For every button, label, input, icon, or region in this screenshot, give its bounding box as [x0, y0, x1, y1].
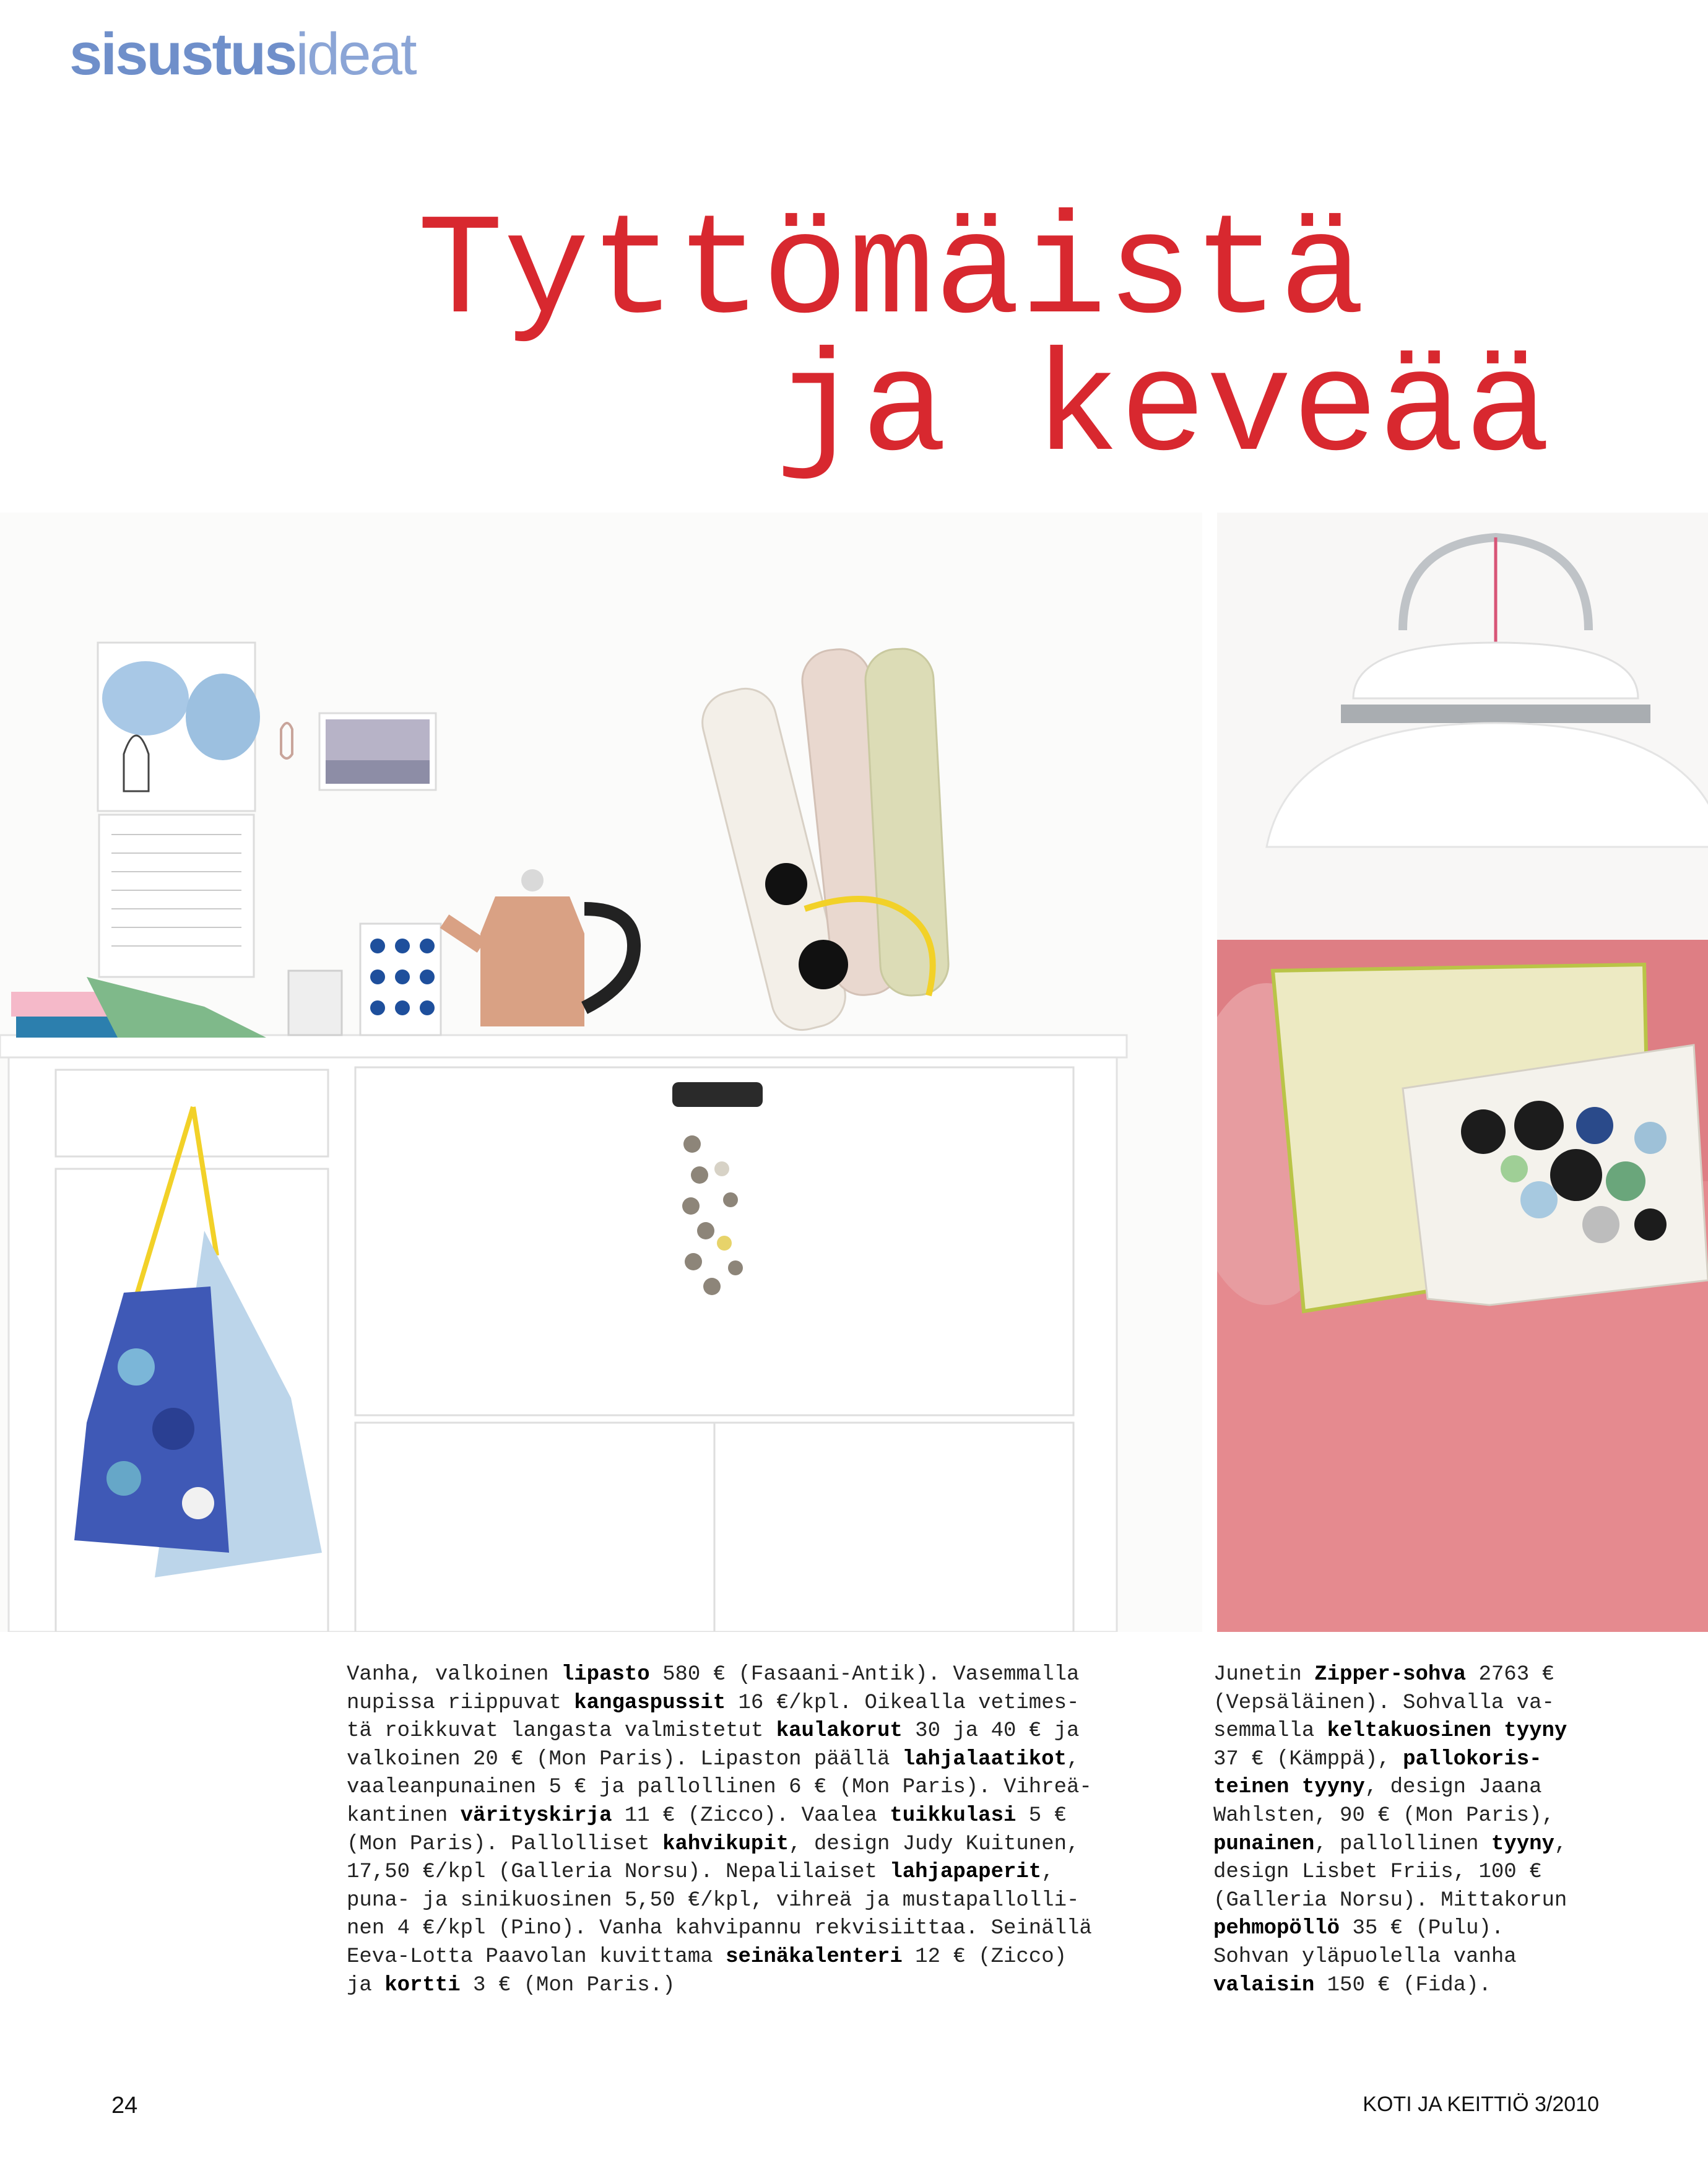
- caption-bold-term: tyyny: [1491, 1832, 1554, 1856]
- caption-text: (Galleria Norsu). Mittakorun: [1213, 1888, 1567, 1912]
- caption-line: [1213, 1774, 1567, 1802]
- headline-line-2: ja keveää: [775, 329, 1551, 492]
- section-label-light: ideat: [295, 21, 415, 87]
- caption-text: semmalla: [1213, 1719, 1327, 1743]
- caption-bold-term: värityskirja: [460, 1803, 612, 1828]
- caption-line: [347, 1915, 1092, 1943]
- caption-bold-term: kaulakorut: [776, 1719, 903, 1743]
- wall-calendar: [98, 643, 260, 977]
- caption-line: [1213, 1661, 1567, 1689]
- caption-bold-term: pehmopöllö: [1213, 1917, 1340, 1941]
- caption-text: tä roikkuvat langasta valmistetut: [347, 1719, 776, 1743]
- headline-line-1: Tyttömäistä: [417, 192, 1366, 355]
- caption-text: , design Jaana: [1364, 1776, 1542, 1800]
- caption-text: Eeva-Lotta Paavolan kuvittama: [347, 1945, 726, 1969]
- caption-line: [347, 1717, 1092, 1746]
- caption-text: 5 €: [1016, 1803, 1067, 1828]
- caption-bold-term: kortti: [384, 1973, 461, 1997]
- caption-text: 30 ja 40 € ja: [902, 1719, 1080, 1743]
- caption-text: (Vepsäläinen). Sohvalla va-: [1213, 1691, 1554, 1715]
- caption-bold-term: pallokoris-: [1403, 1747, 1542, 1771]
- photo-dresser-illustration: [0, 513, 1202, 1632]
- caption-bold-term: tuikkulasi: [890, 1803, 1017, 1828]
- caption-text: 17,50 €/kpl (Galleria Norsu). Nepalilaiset: [347, 1860, 890, 1885]
- caption-line: [1213, 1972, 1567, 2000]
- caption-text: nen 4 €/kpl (Pino). Vanha kahvipannu rekvisiittaa. Seinällä: [347, 1917, 1092, 1941]
- caption-text: ,: [1067, 1747, 1080, 1771]
- dotted-cushion: [1403, 1045, 1708, 1305]
- caption-line: [1213, 1943, 1567, 1972]
- caption-text: nupissa riippuvat: [347, 1691, 574, 1715]
- caption-right: [1213, 1661, 1567, 2000]
- caption-text: 12 € (Zicco): [902, 1945, 1067, 1969]
- caption-line: [347, 1689, 1092, 1718]
- caption-line: [1213, 1802, 1567, 1831]
- caption-text: puna- ja sinikuosinen 5,50 €/kpl, vihreä ja mustapallolli-: [347, 1888, 1080, 1912]
- keyhole-plate: [672, 1082, 763, 1107]
- caption-line: [1213, 1831, 1567, 1859]
- caption-text: Vanha, valkoinen: [347, 1663, 561, 1686]
- dresser-top: [0, 1035, 1127, 1057]
- photo-sofa-illustration: [1217, 513, 1708, 1632]
- caption-text: ,: [1554, 1832, 1567, 1856]
- caption-text: , pallollinen: [1314, 1832, 1491, 1856]
- caption-line: [347, 1746, 1092, 1774]
- caption-line: [347, 1887, 1092, 1915]
- postcard: [319, 713, 436, 790]
- caption-text: , design Judy Kuitunen,: [789, 1832, 1080, 1856]
- caption-text: Junetin: [1213, 1663, 1315, 1686]
- caption-text: (Mon Paris). Pallolliset: [347, 1832, 663, 1856]
- caption-bold-term: teinen tyyny: [1213, 1776, 1365, 1800]
- dresser-flap: [355, 1067, 1073, 1415]
- caption-bold-term: punainen: [1213, 1832, 1315, 1856]
- caption-text: vaaleanpunainen 5 € ja pallollinen 6 € (Mon Paris). Vihreä-: [347, 1776, 1092, 1800]
- caption-line: [1213, 1746, 1567, 1774]
- caption-line: [347, 1774, 1092, 1802]
- caption-text: 11 € (Zicco). Vaalea: [612, 1803, 890, 1828]
- caption-line: [347, 1831, 1092, 1859]
- caption-line: [1213, 1689, 1567, 1718]
- caption-line: [347, 1943, 1092, 1972]
- tealight-glass: [288, 971, 342, 1035]
- caption-bold-term: valaisin: [1213, 1973, 1315, 1997]
- caption-text: kantinen: [347, 1803, 461, 1828]
- photo-dresser: [0, 513, 1202, 1632]
- caption-left: [347, 1661, 1092, 2000]
- caption-text: 150 € (Fida).: [1314, 1973, 1491, 1997]
- caption-line: [347, 1972, 1092, 2000]
- caption-text: Wahlsten, 90 € (Mon Paris),: [1213, 1803, 1554, 1828]
- caption-text: 37 € (Kämppä),: [1213, 1747, 1403, 1771]
- caption-text: Sohvan yläpuolella vanha: [1213, 1945, 1517, 1969]
- caption-text: ,: [1041, 1860, 1054, 1885]
- caption-text: valkoinen 20 € (Mon Paris). Lipaston päällä: [347, 1747, 903, 1771]
- caption-bold-term: kahvikupit: [662, 1832, 789, 1856]
- photo-sofa: [1217, 513, 1708, 1632]
- caption-text: 35 € (Pulu).: [1340, 1917, 1504, 1941]
- page-number: 24: [111, 2093, 138, 2119]
- caption-bold-term: lipasto: [561, 1663, 650, 1686]
- magazine-name: KOTI JA KEITTIÖ 3/2010: [1363, 2093, 1599, 2116]
- caption-text: 2763 €: [1466, 1663, 1554, 1686]
- caption-line: [1213, 1859, 1567, 1887]
- caption-text: 3 € (Mon Paris.): [460, 1973, 675, 1997]
- section-label: [69, 21, 415, 87]
- caption-text: 16 €/kpl. Oikealla vetimes-: [726, 1691, 1080, 1715]
- caption-text: ja: [347, 1973, 385, 1997]
- caption-bold-term: seinäkalenteri: [726, 1945, 903, 1969]
- caption-text: 580 € (Fasaani-Antik). Vasemmalla: [649, 1663, 1080, 1686]
- section-label-bold: sisustus: [69, 21, 296, 87]
- caption-line: [347, 1859, 1092, 1887]
- caption-line: [347, 1802, 1092, 1831]
- caption-bold-term: lahjapaperit: [890, 1860, 1042, 1885]
- caption-bold-term: kangaspussit: [574, 1691, 726, 1715]
- caption-line: [1213, 1915, 1567, 1943]
- caption-line: [347, 1661, 1092, 1689]
- caption-line: [1213, 1717, 1567, 1746]
- caption-bold-term: Zipper-sohva: [1314, 1663, 1467, 1686]
- caption-bold-term: lahjalaatikot: [902, 1747, 1067, 1771]
- caption-text: design Lisbet Friis, 100 €: [1213, 1860, 1542, 1885]
- caption-line: [1213, 1887, 1567, 1915]
- caption-bold-term: keltakuosinen tyyny: [1327, 1719, 1567, 1743]
